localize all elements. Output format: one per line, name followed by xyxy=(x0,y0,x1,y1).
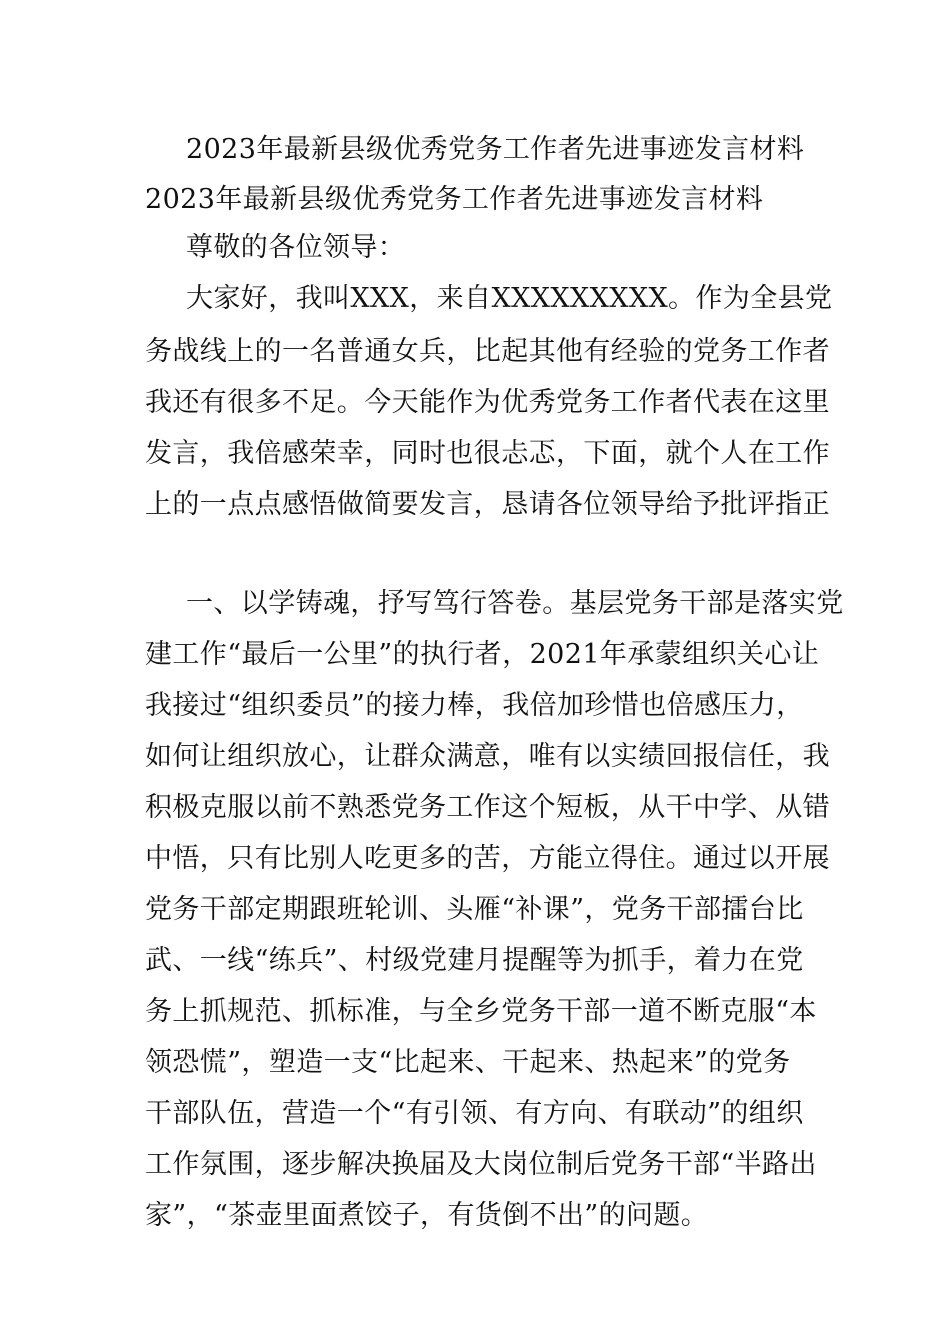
document-title-line-2: 2023年最新县级优秀党务工作者先进事迹发言材料 xyxy=(145,184,764,215)
section1-line-11: 干部队伍，营造一个“有引领、有方向、有联动”的组织 xyxy=(145,1098,804,1129)
intro-line-4: 发言，我倍感荣幸，同时也很忐忑，下面，就个人在工作 xyxy=(145,438,830,469)
section1-line-3: 我接过“组织委员”的接力棒，我倍加珍惜也倍感压力， xyxy=(145,690,804,721)
section1-line-12: 工作氛围，逐步解决换届及大岗位制后党务干部“半路出 xyxy=(145,1149,817,1180)
section1-line-7: 党务干部定期跟班轮训、头雁“补课”，党务干部擂台比 xyxy=(145,894,804,925)
section1-line-8: 武、一线“练兵”、村级党建月提醒等为抓手，着力在党 xyxy=(145,945,804,976)
salutation: 尊敬的各位领导： xyxy=(186,232,406,263)
section1-line-2: 建工作“最后一公里”的执行者，2021年承蒙组织关心让 xyxy=(145,639,820,670)
intro-line-2: 务战线上的一名普通女兵，比起其他有经验的党务工作者 xyxy=(145,336,830,367)
document-title-line-1: 2023年最新县级优秀党务工作者先进事迹发言材料 xyxy=(186,134,805,165)
section1-line-1: 一、以学铸魂，抒写笃行答卷。基层党务干部是落实党 xyxy=(186,588,844,619)
section1-line-4: 如何让组织放心，让群众满意，唯有以实绩回报信任，我 xyxy=(145,741,830,772)
section1-line-6: 中悟，只有比别人吃更多的苦，方能立得住。通过以开展 xyxy=(145,843,830,874)
section1-line-9: 务上抓规范、抓标准，与全乡党务干部一道不断克服“本 xyxy=(145,996,817,1027)
section1-line-10: 领恐慌”，塑造一支“比起来、干起来、热起来”的党务 xyxy=(145,1047,791,1078)
intro-line-1: 大家好，我叫XXX，来自XXXXXXXXX。作为全县党 xyxy=(186,283,833,314)
section1-line-5: 积极克服以前不熟悉党务工作这个短板，从干中学、从错 xyxy=(145,792,830,823)
intro-line-5: 上的一点点感悟做简要发言，恳请各位领导给予批评指正 xyxy=(145,489,830,520)
intro-line-3: 我还有很多不足。今天能作为优秀党务工作者代表在这里 xyxy=(145,387,830,418)
section1-line-13: 家”，“茶壶里面煮饺子，有货倒不出”的问题。 xyxy=(145,1200,709,1231)
